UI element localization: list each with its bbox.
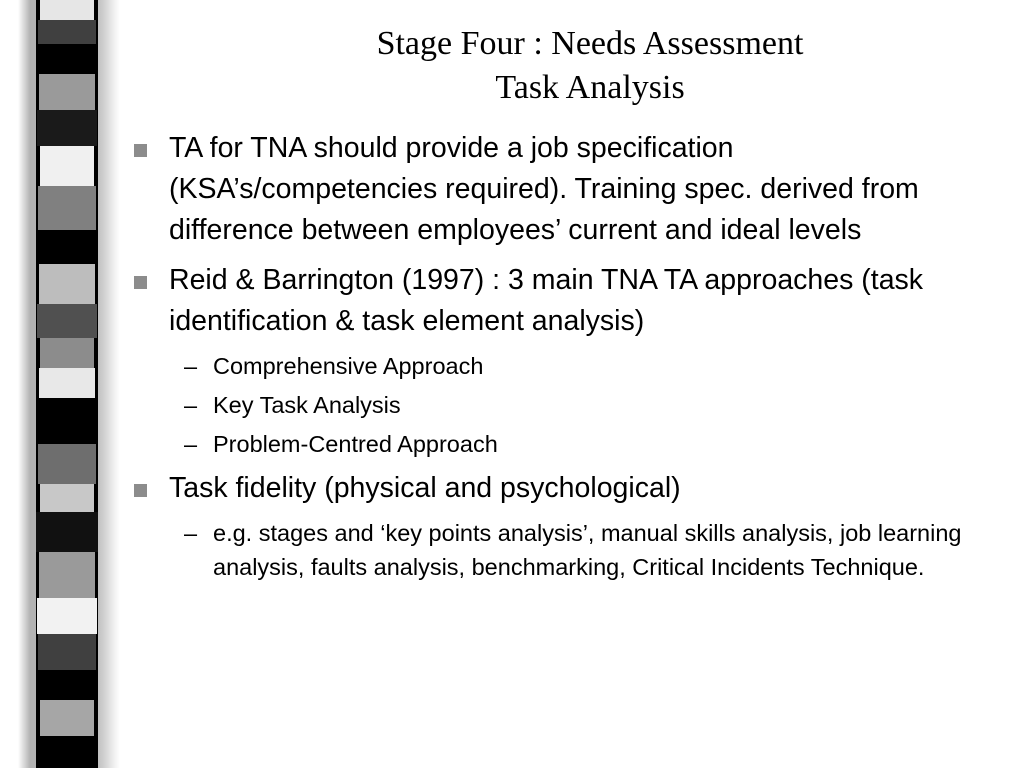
bullet-text: Reid & Barrington (1997) : 3 main TNA TA approaches (task identification & task element analysis) [169, 264, 924, 337]
square-bullet-icon [134, 144, 147, 157]
slide-body [128, 128, 988, 591]
sub-bullet-item [128, 388, 988, 422]
dash-bullet-icon: – [184, 520, 198, 546]
sub-bullet-text: Problem-Centred Approach [213, 431, 498, 457]
bullet-item [128, 260, 988, 342]
sub-bullet-item [128, 427, 988, 461]
slide-title-line-2: Task Analysis [495, 69, 685, 106]
sub-bullet-text: e.g. stages and ‘key points analysis’, manual skills analysis, job learning analysis, faults analysis, benchmarking, Critical Incidents Technique. [213, 520, 962, 580]
dash-bullet-icon: – [184, 392, 198, 418]
sub-bullet-text: Comprehensive Approach [213, 353, 484, 379]
bullet-item [128, 468, 988, 509]
bullet-item [128, 128, 988, 251]
dash-bullet-icon: – [184, 353, 198, 379]
slide-title [170, 22, 1010, 110]
square-bullet-icon [134, 484, 147, 497]
slide-title-line-1: Stage Four : Needs Assessment [376, 25, 804, 62]
dash-bullet-icon: – [184, 431, 198, 457]
sub-bullet-item [128, 516, 988, 584]
bullet-text: Task fidelity (physical and psychological) [169, 472, 681, 504]
decorative-striped-strip [36, 0, 98, 768]
bullet-text: TA for TNA should provide a job specification (KSA’s/competencies required). Training spec. derived from difference between employees’ current and ideal levels [169, 132, 919, 246]
sub-bullet-item [128, 349, 988, 383]
sub-bullet-text: Key Task Analysis [213, 392, 401, 418]
square-bullet-icon [134, 276, 147, 289]
